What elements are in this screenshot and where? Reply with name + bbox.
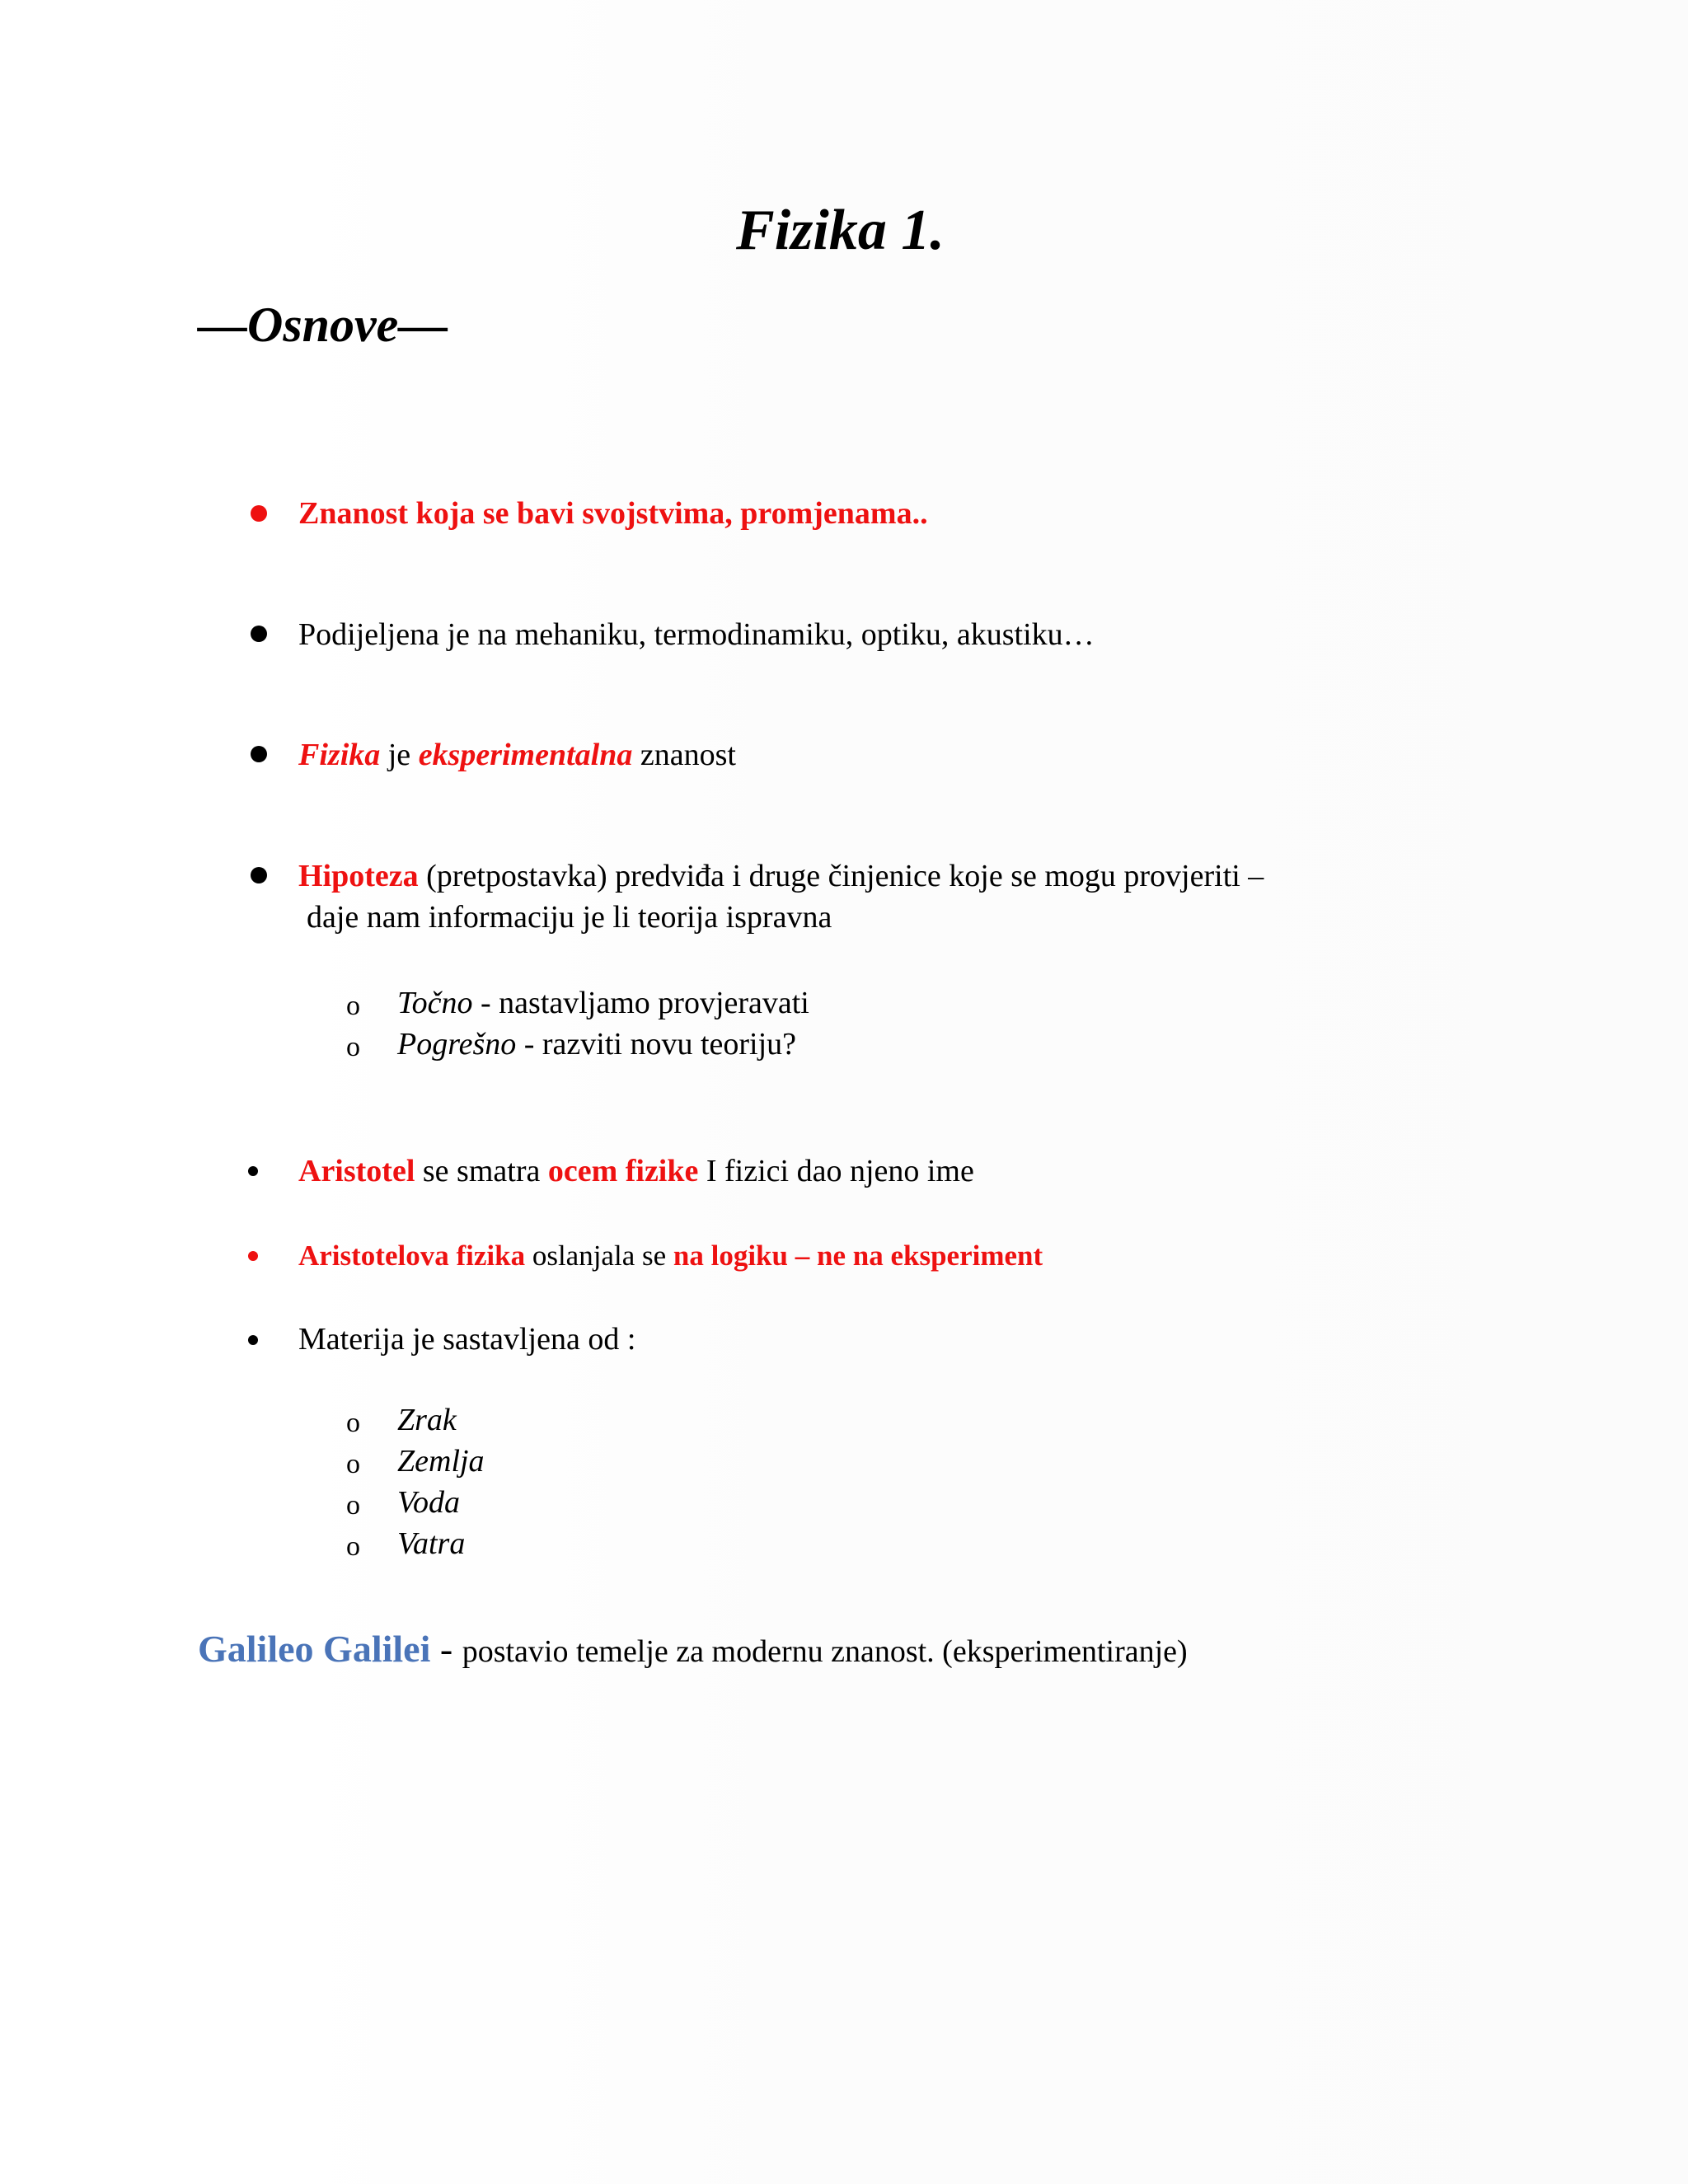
term-aristotelova-fizika: Aristotelova fizika [298, 1240, 526, 1272]
sub-bullet-marker: o [346, 1408, 360, 1438]
term-ocem-fizike: ocem fizike [547, 1154, 699, 1188]
bullet-5-text [298, 1151, 974, 1192]
bullet-1-text: Znanost koja se bavi svojstvima, promjenama.. [298, 496, 928, 531]
text-fragment: (pretpostavka) predviđa i druge činjenice koje se mogu provjeriti – [418, 859, 1264, 893]
text-fragment: znanost [632, 738, 736, 772]
sub-bullet-marker: o [346, 1490, 360, 1521]
text-fragment: oslanjala se [525, 1240, 673, 1272]
text-fragment: - nastavljamo provjeravati [472, 986, 809, 1020]
bullet-icon [248, 1335, 258, 1345]
sub-bullet-marker: o [346, 1531, 360, 1562]
galileo-text: postavio temelje za modernu znanost. (eksperimentiranje) [462, 1634, 1188, 1669]
section-heading: —Osnove— [198, 298, 448, 352]
text-fragment: - razviti novu teoriju? [516, 1027, 797, 1062]
bullet-icon [251, 505, 267, 522]
text-fragment: je [380, 738, 419, 772]
sub-bullet-marker: o [346, 991, 360, 1021]
text-fragment: - [430, 1628, 462, 1670]
page-background-shade [280, 0, 1688, 2184]
text-fragment: se smatra [415, 1154, 548, 1188]
sub-item-voda: Voda [397, 1485, 460, 1520]
galileo-paragraph [198, 1627, 1188, 1671]
bullet-6-text [298, 1235, 1043, 1277]
term-aristotel: Aristotel [298, 1154, 415, 1188]
bullet-4-continuation: daje nam informaciju je li teorija ispravna [307, 900, 832, 935]
document-title: Fizika 1. [736, 199, 945, 262]
bullet-3-text [298, 734, 736, 776]
bullet-icon [248, 1166, 258, 1176]
term-pogresno: Pogrešno [397, 1027, 517, 1062]
sub-item-pogresno [397, 1024, 796, 1065]
sub-item-zrak: Zrak [397, 1403, 457, 1437]
sub-bullet-marker: o [346, 1449, 360, 1479]
bullet-2-text: Podijeljena je na mehaniku, termodinamiku, optiku, akustiku… [298, 617, 1095, 652]
term-hipoteza: Hipoteza [298, 859, 419, 893]
bullet-icon [251, 746, 267, 762]
term-tocno: Točno [397, 986, 473, 1020]
bullet-icon [251, 626, 267, 642]
bullet-4-text [298, 855, 1264, 897]
bullet-icon [248, 1251, 258, 1261]
term-na-logiku: na logiku – ne na eksperiment [673, 1240, 1043, 1272]
galileo-name: Galileo Galilei [198, 1628, 431, 1670]
term-eksperimentalna: eksperimentalna [418, 738, 633, 772]
bullet-icon [251, 867, 267, 883]
sub-bullet-marker: o [346, 1032, 360, 1062]
sub-item-tocno [397, 982, 809, 1024]
sub-item-vatra: Vatra [397, 1526, 466, 1561]
bullet-7-text: Materija je sastavljena od : [298, 1322, 636, 1357]
text-fragment: I fizici dao njeno ime [698, 1154, 974, 1188]
term-fizika: Fizika [298, 738, 381, 772]
sub-item-zemlja: Zemlja [397, 1444, 485, 1479]
